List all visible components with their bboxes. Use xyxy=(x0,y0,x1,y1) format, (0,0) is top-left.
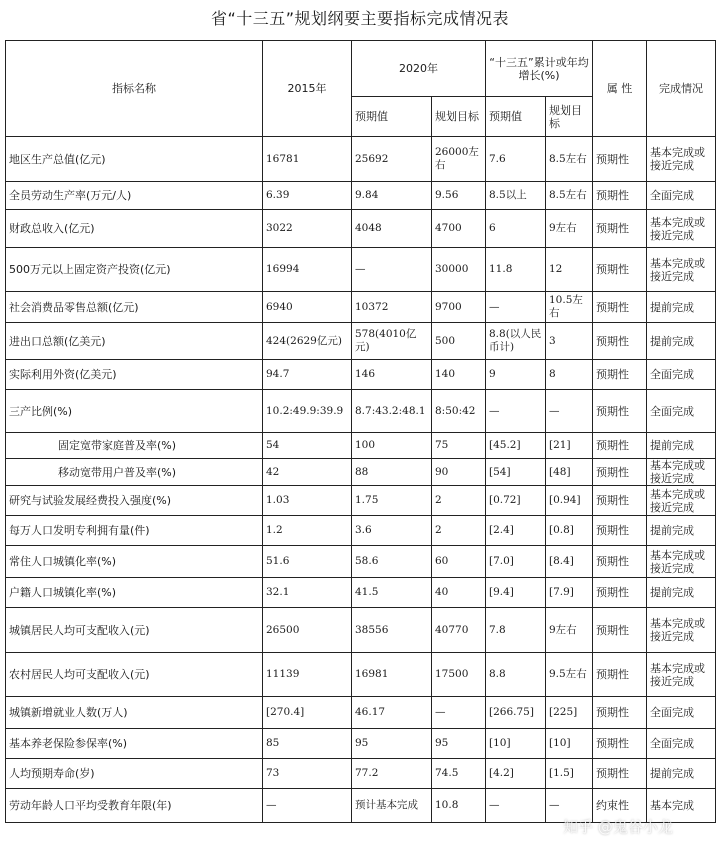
status: 基本完成或接近完成 xyxy=(647,210,716,248)
value-2020-target: 40770 xyxy=(432,608,486,653)
value-2015: 3022 xyxy=(263,210,352,248)
indicator-name: 农村居民人均可支配收入(元) xyxy=(6,653,263,697)
indicator-name: 三产比例(%) xyxy=(6,390,263,433)
growth-expected: [266.75] xyxy=(486,697,546,729)
growth-target: 10.5左右 xyxy=(546,292,593,323)
header-2020-target: 规划目标 xyxy=(432,97,486,137)
status: 基本完成 xyxy=(647,789,716,823)
attribute: 预期性 xyxy=(593,608,647,653)
value-2020-target: 8:50:42 xyxy=(432,390,486,433)
status: 基本完成或接近完成 xyxy=(647,459,716,486)
growth-target: [7.9] xyxy=(546,578,593,608)
indicator-name: 实际利用外资(亿美元) xyxy=(6,360,263,390)
value-2020-target: 74.5 xyxy=(432,759,486,789)
value-2015: — xyxy=(263,789,352,823)
value-2015: 51.6 xyxy=(263,546,352,578)
value-2020-target: 4700 xyxy=(432,210,486,248)
status: 提前完成 xyxy=(647,323,716,360)
growth-expected: 7.8 xyxy=(486,608,546,653)
value-2015: [270.4] xyxy=(263,697,352,729)
growth-target: [0.8] xyxy=(546,516,593,546)
attribute: 预期性 xyxy=(593,137,647,182)
status: 基本完成或接近完成 xyxy=(647,486,716,516)
value-2015: 16781 xyxy=(263,137,352,182)
value-2020-expected: 41.5 xyxy=(352,578,432,608)
status: 提前完成 xyxy=(647,578,716,608)
value-2020-target: 90 xyxy=(432,459,486,486)
value-2020-expected: — xyxy=(352,248,432,292)
value-2015: 54 xyxy=(263,433,352,459)
growth-expected: [2.4] xyxy=(486,516,546,546)
growth-target: [1.5] xyxy=(546,759,593,789)
growth-expected: 9 xyxy=(486,360,546,390)
value-2020-expected: 4048 xyxy=(352,210,432,248)
table-row xyxy=(6,546,716,578)
attribute: 预期性 xyxy=(593,433,647,459)
value-2020-target: 500 xyxy=(432,323,486,360)
table-row xyxy=(6,653,716,697)
growth-target: 12 xyxy=(546,248,593,292)
value-2020-expected: 8.7:43.2:48.1 xyxy=(352,390,432,433)
growth-target: [225] xyxy=(546,697,593,729)
indicator-name: 移动宽带用户普及率(%) xyxy=(6,459,263,486)
indicator-name: 社会消费品零售总额(亿元) xyxy=(6,292,263,323)
indicator-name: 研究与试验发展经费投入强度(%) xyxy=(6,486,263,516)
indicator-table xyxy=(5,40,716,823)
value-2020-target: 2 xyxy=(432,516,486,546)
growth-expected: [9.4] xyxy=(486,578,546,608)
indicator-name: 地区生产总值(亿元) xyxy=(6,137,263,182)
growth-expected: [10] xyxy=(486,729,546,759)
growth-expected: 6 xyxy=(486,210,546,248)
value-2015: 73 xyxy=(263,759,352,789)
value-2020-expected: 146 xyxy=(352,360,432,390)
indicator-name: 户籍人口城镇化率(%) xyxy=(6,578,263,608)
table-row xyxy=(6,697,716,729)
indicator-name: 固定宽带家庭普及率(%) xyxy=(6,433,263,459)
growth-target: 8.5左右 xyxy=(546,137,593,182)
growth-expected: 8.8 xyxy=(486,653,546,697)
growth-expected: — xyxy=(486,292,546,323)
indicator-name: 每万人口发明专利拥有量(件) xyxy=(6,516,263,546)
value-2015: 424(2629亿元) xyxy=(263,323,352,360)
status: 基本完成或接近完成 xyxy=(647,248,716,292)
value-2020-target: 17500 xyxy=(432,653,486,697)
table-row xyxy=(6,390,716,433)
table-row xyxy=(6,486,716,516)
value-2020-expected: 77.2 xyxy=(352,759,432,789)
status: 基本完成或接近完成 xyxy=(647,546,716,578)
indicator-name: 全员劳动生产率(万元/人) xyxy=(6,182,263,210)
table-row xyxy=(6,248,716,292)
growth-target: 9左右 xyxy=(546,608,593,653)
attribute: 预期性 xyxy=(593,759,647,789)
value-2015: 16994 xyxy=(263,248,352,292)
attribute: 预期性 xyxy=(593,323,647,360)
header-attribute: 属 性 xyxy=(593,41,647,137)
value-2020-target: 26000左右 xyxy=(432,137,486,182)
status: 基本完成或接近完成 xyxy=(647,653,716,697)
attribute: 预期性 xyxy=(593,292,647,323)
indicator-name: 财政总收入(亿元) xyxy=(6,210,263,248)
attribute: 预期性 xyxy=(593,697,647,729)
status: 提前完成 xyxy=(647,292,716,323)
growth-target: — xyxy=(546,390,593,433)
attribute: 预期性 xyxy=(593,486,647,516)
table-row xyxy=(6,578,716,608)
growth-target: 8 xyxy=(546,360,593,390)
table-row xyxy=(6,182,716,210)
status: 全面完成 xyxy=(647,697,716,729)
value-2015: 94.7 xyxy=(263,360,352,390)
indicator-name: 500万元以上固定资产投资(亿元) xyxy=(6,248,263,292)
header-status: 完成情况 xyxy=(647,41,716,137)
status: 全面完成 xyxy=(647,729,716,759)
status: 提前完成 xyxy=(647,516,716,546)
value-2020-expected: 38556 xyxy=(352,608,432,653)
attribute: 预期性 xyxy=(593,459,647,486)
value-2015: 11139 xyxy=(263,653,352,697)
header-growth: “十三五”累计或年均增长(%) xyxy=(486,41,593,97)
attribute: 预期性 xyxy=(593,390,647,433)
value-2020-expected: 9.84 xyxy=(352,182,432,210)
value-2020-target: 40 xyxy=(432,578,486,608)
status: 基本完成或接近完成 xyxy=(647,608,716,653)
growth-target: 9左右 xyxy=(546,210,593,248)
value-2020-expected: 95 xyxy=(352,729,432,759)
growth-target: [48] xyxy=(546,459,593,486)
indicator-name: 城镇新增就业人数(万人) xyxy=(6,697,263,729)
table-row xyxy=(6,137,716,182)
value-2020-expected: 58.6 xyxy=(352,546,432,578)
value-2020-expected: 88 xyxy=(352,459,432,486)
growth-expected: [54] xyxy=(486,459,546,486)
status: 全面完成 xyxy=(647,390,716,433)
value-2020-target: 140 xyxy=(432,360,486,390)
indicator-name: 进出口总额(亿美元) xyxy=(6,323,263,360)
indicator-name: 劳动年龄人口平均受教育年限(年) xyxy=(6,789,263,823)
page-title: 省“十三五”规划纲要主要指标完成情况表 xyxy=(210,9,510,28)
growth-expected: [0.72] xyxy=(486,486,546,516)
status: 基本完成或接近完成 xyxy=(647,137,716,182)
indicator-name: 城镇居民人均可支配收入(元) xyxy=(6,608,263,653)
table-row xyxy=(6,433,716,459)
value-2020-target: 2 xyxy=(432,486,486,516)
attribute: 预期性 xyxy=(593,578,647,608)
value-2015: 26500 xyxy=(263,608,352,653)
attribute: 约束性 xyxy=(593,789,647,823)
table-row xyxy=(6,759,716,789)
watermark: 知乎 @鬼谷小龙 xyxy=(563,818,673,836)
table-row xyxy=(6,323,716,360)
indicator-name: 人均预期寿命(岁) xyxy=(6,759,263,789)
value-2020-target: — xyxy=(432,697,486,729)
value-2015: 1.2 xyxy=(263,516,352,546)
value-2015: 10.2:49.9:39.9 xyxy=(263,390,352,433)
table-row xyxy=(6,608,716,653)
value-2020-target: 95 xyxy=(432,729,486,759)
header-growth-expected: 预期值 xyxy=(486,97,546,137)
value-2020-target: 60 xyxy=(432,546,486,578)
value-2020-expected: 25692 xyxy=(352,137,432,182)
growth-expected: 11.8 xyxy=(486,248,546,292)
growth-target: [8.4] xyxy=(546,546,593,578)
attribute: 预期性 xyxy=(593,546,647,578)
header-2020-expected: 预期值 xyxy=(352,97,432,137)
status: 全面完成 xyxy=(647,182,716,210)
value-2020-expected: 578(4010亿元) xyxy=(352,323,432,360)
growth-target: 8.5左右 xyxy=(546,182,593,210)
value-2020-expected: 1.75 xyxy=(352,486,432,516)
growth-target: [0.94] xyxy=(546,486,593,516)
growth-target: 9.5左右 xyxy=(546,653,593,697)
value-2015: 1.03 xyxy=(263,486,352,516)
value-2015: 32.1 xyxy=(263,578,352,608)
attribute: 预期性 xyxy=(593,248,647,292)
table-row xyxy=(6,292,716,323)
growth-target: — xyxy=(546,789,593,823)
growth-target: [10] xyxy=(546,729,593,759)
growth-expected: — xyxy=(486,789,546,823)
growth-expected: — xyxy=(486,390,546,433)
value-2020-expected: 46.17 xyxy=(352,697,432,729)
attribute: 预期性 xyxy=(593,516,647,546)
growth-expected: 7.6 xyxy=(486,137,546,182)
table-row xyxy=(6,459,716,486)
status: 提前完成 xyxy=(647,759,716,789)
value-2020-target: 10.8 xyxy=(432,789,486,823)
value-2015: 6.39 xyxy=(263,182,352,210)
value-2020-target: 9.56 xyxy=(432,182,486,210)
status: 提前完成 xyxy=(647,433,716,459)
header-growth-target: 规划目标 xyxy=(546,97,593,137)
header-indicator-name: 指标名称 xyxy=(6,41,263,137)
indicator-name: 基本养老保险参保率(%) xyxy=(6,729,263,759)
header-2020: 2020年 xyxy=(352,41,486,97)
value-2015: 85 xyxy=(263,729,352,759)
growth-expected: 8.8(以人民币计) xyxy=(486,323,546,360)
attribute: 预期性 xyxy=(593,653,647,697)
value-2020-expected: 16981 xyxy=(352,653,432,697)
growth-target: [21] xyxy=(546,433,593,459)
value-2020-target: 75 xyxy=(432,433,486,459)
value-2015: 42 xyxy=(263,459,352,486)
value-2015: 6940 xyxy=(263,292,352,323)
value-2020-expected: 100 xyxy=(352,433,432,459)
table-row xyxy=(6,210,716,248)
value-2020-expected: 10372 xyxy=(352,292,432,323)
attribute: 预期性 xyxy=(593,360,647,390)
indicator-name: 常住人口城镇化率(%) xyxy=(6,546,263,578)
growth-expected: [4.2] xyxy=(486,759,546,789)
growth-expected: [7.0] xyxy=(486,546,546,578)
value-2020-target: 9700 xyxy=(432,292,486,323)
table-row xyxy=(6,516,716,546)
status: 全面完成 xyxy=(647,360,716,390)
growth-target: 3 xyxy=(546,323,593,360)
value-2020-expected: 预计基本完成 xyxy=(352,789,432,823)
table-row xyxy=(6,360,716,390)
attribute: 预期性 xyxy=(593,210,647,248)
attribute: 预期性 xyxy=(593,182,647,210)
attribute: 预期性 xyxy=(593,729,647,759)
value-2020-target: 30000 xyxy=(432,248,486,292)
growth-expected: 8.5以上 xyxy=(486,182,546,210)
value-2020-expected: 3.6 xyxy=(352,516,432,546)
table-row xyxy=(6,729,716,759)
header-2015: 2015年 xyxy=(263,41,352,137)
growth-expected: [45.2] xyxy=(486,433,546,459)
